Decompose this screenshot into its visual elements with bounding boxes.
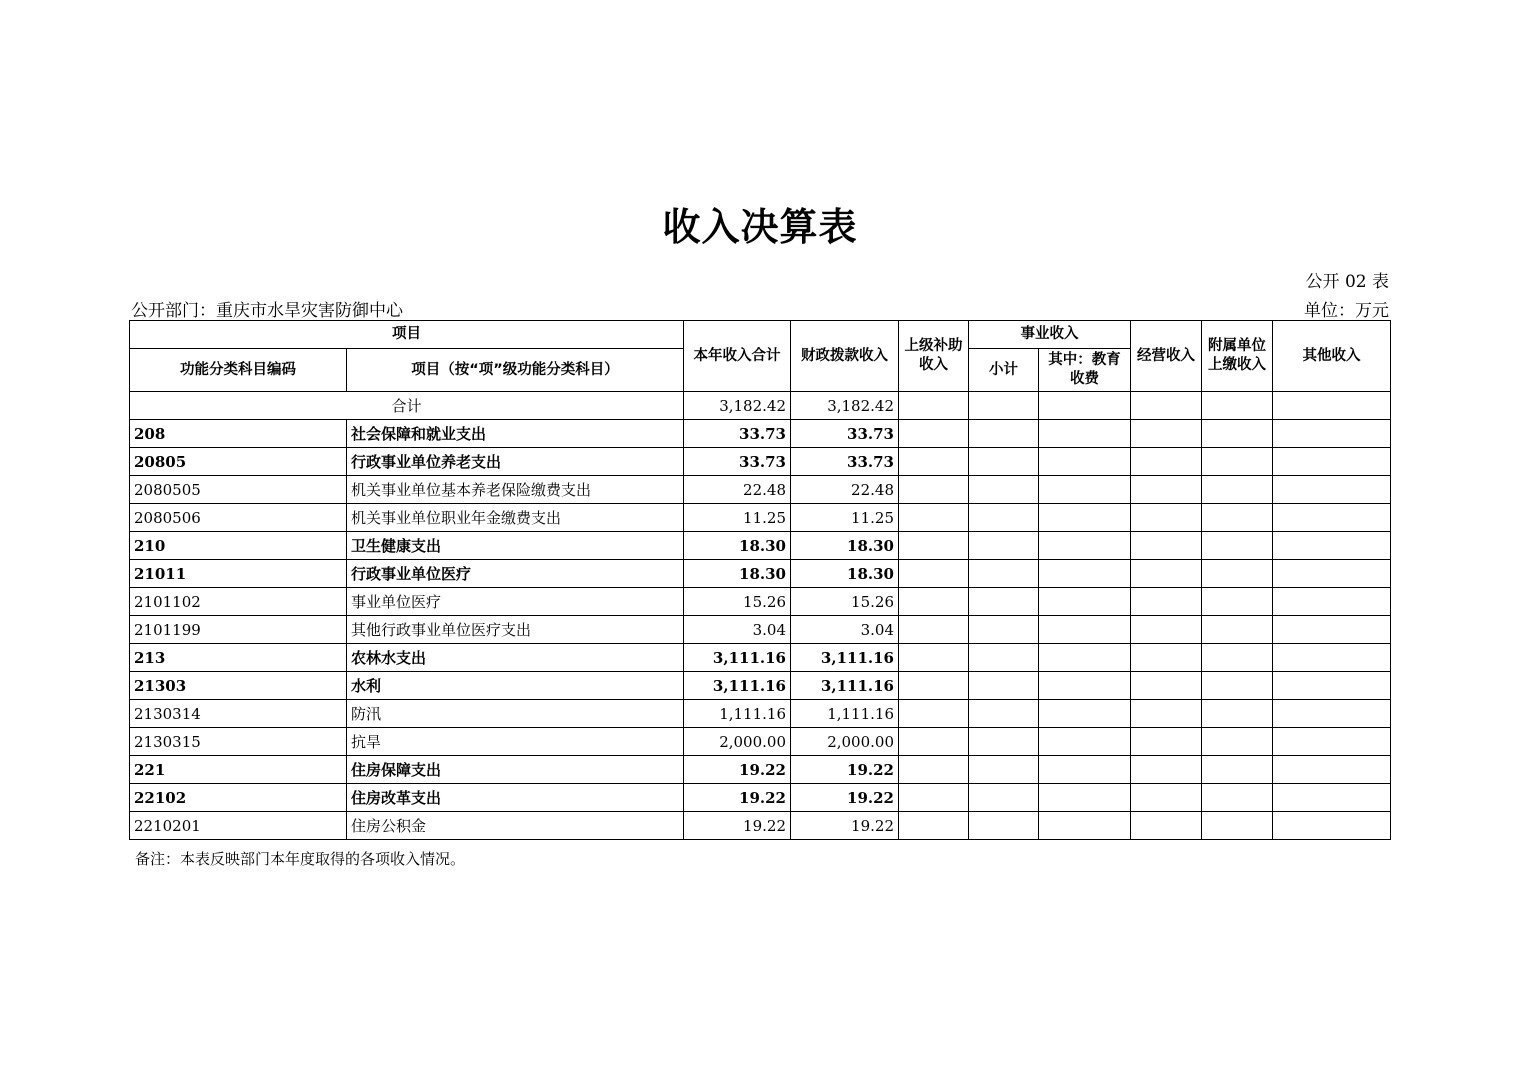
row-name: 住房公积金 <box>347 812 684 840</box>
empty-cell <box>969 476 1039 504</box>
empty-cell <box>899 392 969 420</box>
empty-cell <box>1273 756 1391 784</box>
row-name: 防汛 <box>347 700 684 728</box>
empty-cell <box>1273 616 1391 644</box>
empty-cell <box>899 812 969 840</box>
empty-cell <box>1273 532 1391 560</box>
empty-cell <box>1273 728 1391 756</box>
empty-cell <box>1202 728 1273 756</box>
row-name: 机关事业单位职业年金缴费支出 <box>347 504 684 532</box>
empty-cell <box>1202 504 1273 532</box>
header-business-edu: 其中：教育收费 <box>1039 349 1131 392</box>
empty-cell <box>1273 420 1391 448</box>
row-code: 210 <box>130 532 347 560</box>
row-fiscal-income: 2,000.00 <box>791 728 899 756</box>
empty-cell <box>1202 448 1273 476</box>
row-fiscal-income: 3,111.16 <box>791 672 899 700</box>
row-name: 其他行政事业单位医疗支出 <box>347 616 684 644</box>
row-fiscal-income: 11.25 <box>791 504 899 532</box>
row-total-income: 1,111.16 <box>684 700 791 728</box>
total-row <box>130 392 1391 420</box>
row-total-income: 18.30 <box>684 532 791 560</box>
row-fiscal-income: 15.26 <box>791 588 899 616</box>
empty-cell <box>1131 784 1202 812</box>
empty-cell <box>899 532 969 560</box>
header-business: 事业收入 <box>969 321 1131 349</box>
empty-cell <box>1039 700 1131 728</box>
row-code: 2210201 <box>130 812 347 840</box>
empty-cell <box>969 420 1039 448</box>
row-code: 2101102 <box>130 588 347 616</box>
row-name: 抗旱 <box>347 728 684 756</box>
empty-cell <box>1039 420 1131 448</box>
row-fiscal-income: 18.30 <box>791 560 899 588</box>
empty-cell <box>1131 728 1202 756</box>
row-total-income: 2,000.00 <box>684 728 791 756</box>
empty-cell <box>1039 532 1131 560</box>
empty-cell <box>969 700 1039 728</box>
row-code: 208 <box>130 420 347 448</box>
header-affiliated: 附属单位上缴收入 <box>1202 321 1273 392</box>
page-title: 收入决算表 <box>662 204 858 249</box>
empty-cell <box>969 784 1039 812</box>
empty-cell <box>1202 644 1273 672</box>
row-total-income: 33.73 <box>684 448 791 476</box>
row-name: 行政事业单位养老支出 <box>347 448 684 476</box>
total-income: 3,182.42 <box>684 392 791 420</box>
empty-cell <box>899 588 969 616</box>
empty-cell <box>1202 588 1273 616</box>
table-row <box>130 448 1391 476</box>
empty-cell <box>1039 644 1131 672</box>
header-fiscal: 财政拨款收入 <box>791 321 899 392</box>
row-total-income: 11.25 <box>684 504 791 532</box>
table-row <box>130 756 1391 784</box>
row-code: 2080506 <box>130 504 347 532</box>
empty-cell <box>899 756 969 784</box>
empty-cell <box>1273 504 1391 532</box>
table-row <box>130 728 1391 756</box>
table-row <box>130 700 1391 728</box>
empty-cell <box>1202 672 1273 700</box>
table-note: 备注：本表反映部门本年度取得的各项收入情况。 <box>135 850 466 868</box>
empty-cell <box>899 644 969 672</box>
empty-cell <box>1131 504 1202 532</box>
header-other: 其他收入 <box>1273 321 1391 392</box>
empty-cell <box>1131 616 1202 644</box>
empty-cell <box>899 728 969 756</box>
row-fiscal-income: 19.22 <box>791 756 899 784</box>
empty-cell <box>1039 560 1131 588</box>
row-fiscal-income: 1,111.16 <box>791 700 899 728</box>
empty-cell <box>899 420 969 448</box>
empty-cell <box>899 672 969 700</box>
empty-cell <box>899 616 969 644</box>
table-row <box>130 812 1391 840</box>
empty-cell <box>1131 756 1202 784</box>
empty-cell <box>1273 700 1391 728</box>
total-fiscal: 3,182.42 <box>791 392 899 420</box>
empty-cell <box>969 588 1039 616</box>
empty-cell <box>969 756 1039 784</box>
row-fiscal-income: 33.73 <box>791 420 899 448</box>
table-row <box>130 420 1391 448</box>
row-name: 住房改革支出 <box>347 784 684 812</box>
empty-cell <box>969 644 1039 672</box>
row-code: 213 <box>130 644 347 672</box>
row-code: 2130315 <box>130 728 347 756</box>
row-code: 21303 <box>130 672 347 700</box>
empty-cell <box>1273 476 1391 504</box>
empty-cell <box>1131 672 1202 700</box>
empty-cell <box>1273 812 1391 840</box>
unit-label: 单位：万元 <box>1304 301 1389 321</box>
table-row <box>130 588 1391 616</box>
empty-cell <box>1131 588 1202 616</box>
empty-cell <box>969 392 1039 420</box>
empty-cell <box>1131 392 1202 420</box>
row-code: 2130314 <box>130 700 347 728</box>
empty-cell <box>1273 784 1391 812</box>
row-name: 卫生健康支出 <box>347 532 684 560</box>
row-fiscal-income: 19.22 <box>791 812 899 840</box>
row-total-income: 33.73 <box>684 420 791 448</box>
empty-cell <box>1131 420 1202 448</box>
empty-cell <box>899 476 969 504</box>
row-fiscal-income: 33.73 <box>791 448 899 476</box>
row-fiscal-income: 3,111.16 <box>791 644 899 672</box>
header-project: 项目 <box>130 321 684 349</box>
empty-cell <box>1039 672 1131 700</box>
empty-cell <box>1131 448 1202 476</box>
row-total-income: 19.22 <box>684 756 791 784</box>
empty-cell <box>1039 756 1131 784</box>
empty-cell <box>969 672 1039 700</box>
empty-cell <box>1131 532 1202 560</box>
empty-cell <box>1202 812 1273 840</box>
empty-cell <box>1202 420 1273 448</box>
empty-cell <box>969 532 1039 560</box>
empty-cell <box>1202 784 1273 812</box>
row-fiscal-income: 18.30 <box>791 532 899 560</box>
row-name: 机关事业单位基本养老保险缴费支出 <box>347 476 684 504</box>
empty-cell <box>899 784 969 812</box>
empty-cell <box>1039 728 1131 756</box>
empty-cell <box>1273 672 1391 700</box>
empty-cell <box>1039 588 1131 616</box>
table-row <box>130 504 1391 532</box>
table-row <box>130 784 1391 812</box>
empty-cell <box>1131 644 1202 672</box>
header-business-subtotal: 小计 <box>969 349 1039 392</box>
empty-cell <box>969 728 1039 756</box>
empty-cell <box>1039 476 1131 504</box>
row-total-income: 15.26 <box>684 588 791 616</box>
empty-cell <box>1273 392 1391 420</box>
table-row <box>130 560 1391 588</box>
row-name: 住房保障支出 <box>347 756 684 784</box>
empty-cell <box>1273 644 1391 672</box>
row-code: 2101199 <box>130 616 347 644</box>
empty-cell <box>1202 560 1273 588</box>
row-fiscal-income: 19.22 <box>791 784 899 812</box>
empty-cell <box>899 504 969 532</box>
empty-cell <box>1131 476 1202 504</box>
row-total-income: 19.22 <box>684 784 791 812</box>
department-label: 公开部门：重庆市水旱灾害防御中心 <box>131 301 403 321</box>
empty-cell <box>1131 560 1202 588</box>
empty-cell <box>1202 700 1273 728</box>
empty-cell <box>1273 560 1391 588</box>
row-total-income: 22.48 <box>684 476 791 504</box>
empty-cell <box>1039 616 1131 644</box>
row-fiscal-income: 22.48 <box>791 476 899 504</box>
row-code: 20805 <box>130 448 347 476</box>
empty-cell <box>969 616 1039 644</box>
empty-cell <box>1039 504 1131 532</box>
table-row <box>130 644 1391 672</box>
table-row <box>130 532 1391 560</box>
empty-cell <box>969 448 1039 476</box>
row-total-income: 19.22 <box>684 812 791 840</box>
table-row <box>130 672 1391 700</box>
row-code: 2080505 <box>130 476 347 504</box>
income-settlement-table <box>129 320 1391 840</box>
table-row <box>130 476 1391 504</box>
empty-cell <box>899 700 969 728</box>
table-row <box>130 616 1391 644</box>
row-total-income: 3,111.16 <box>684 672 791 700</box>
empty-cell <box>1273 448 1391 476</box>
row-fiscal-income: 3.04 <box>791 616 899 644</box>
empty-cell <box>1202 392 1273 420</box>
row-name: 事业单位医疗 <box>347 588 684 616</box>
table-number: 公开 02 表 <box>1305 272 1389 292</box>
empty-cell <box>1039 812 1131 840</box>
row-total-income: 3.04 <box>684 616 791 644</box>
empty-cell <box>969 560 1039 588</box>
row-name: 行政事业单位医疗 <box>347 560 684 588</box>
header-total: 本年收入合计 <box>684 321 791 392</box>
header-operating: 经营收入 <box>1131 321 1202 392</box>
empty-cell <box>969 812 1039 840</box>
empty-cell <box>899 448 969 476</box>
empty-cell <box>1273 588 1391 616</box>
header-name: 项目（按“项”级功能分类科目） <box>347 349 684 392</box>
empty-cell <box>969 504 1039 532</box>
empty-cell <box>1202 476 1273 504</box>
empty-cell <box>899 560 969 588</box>
empty-cell <box>1131 700 1202 728</box>
empty-cell <box>1131 812 1202 840</box>
row-total-income: 18.30 <box>684 560 791 588</box>
row-name: 社会保障和就业支出 <box>347 420 684 448</box>
row-code: 21011 <box>130 560 347 588</box>
empty-cell <box>1202 756 1273 784</box>
row-total-income: 3,111.16 <box>684 644 791 672</box>
row-code: 22102 <box>130 784 347 812</box>
empty-cell <box>1039 784 1131 812</box>
empty-cell <box>1202 616 1273 644</box>
empty-cell <box>1039 392 1131 420</box>
empty-cell <box>1202 532 1273 560</box>
header-superior: 上级补助收入 <box>899 321 969 392</box>
header-code: 功能分类科目编码 <box>130 349 347 392</box>
empty-cell <box>1039 448 1131 476</box>
row-name: 农林水支出 <box>347 644 684 672</box>
total-label: 合计 <box>130 392 684 420</box>
row-code: 221 <box>130 756 347 784</box>
row-name: 水利 <box>347 672 684 700</box>
